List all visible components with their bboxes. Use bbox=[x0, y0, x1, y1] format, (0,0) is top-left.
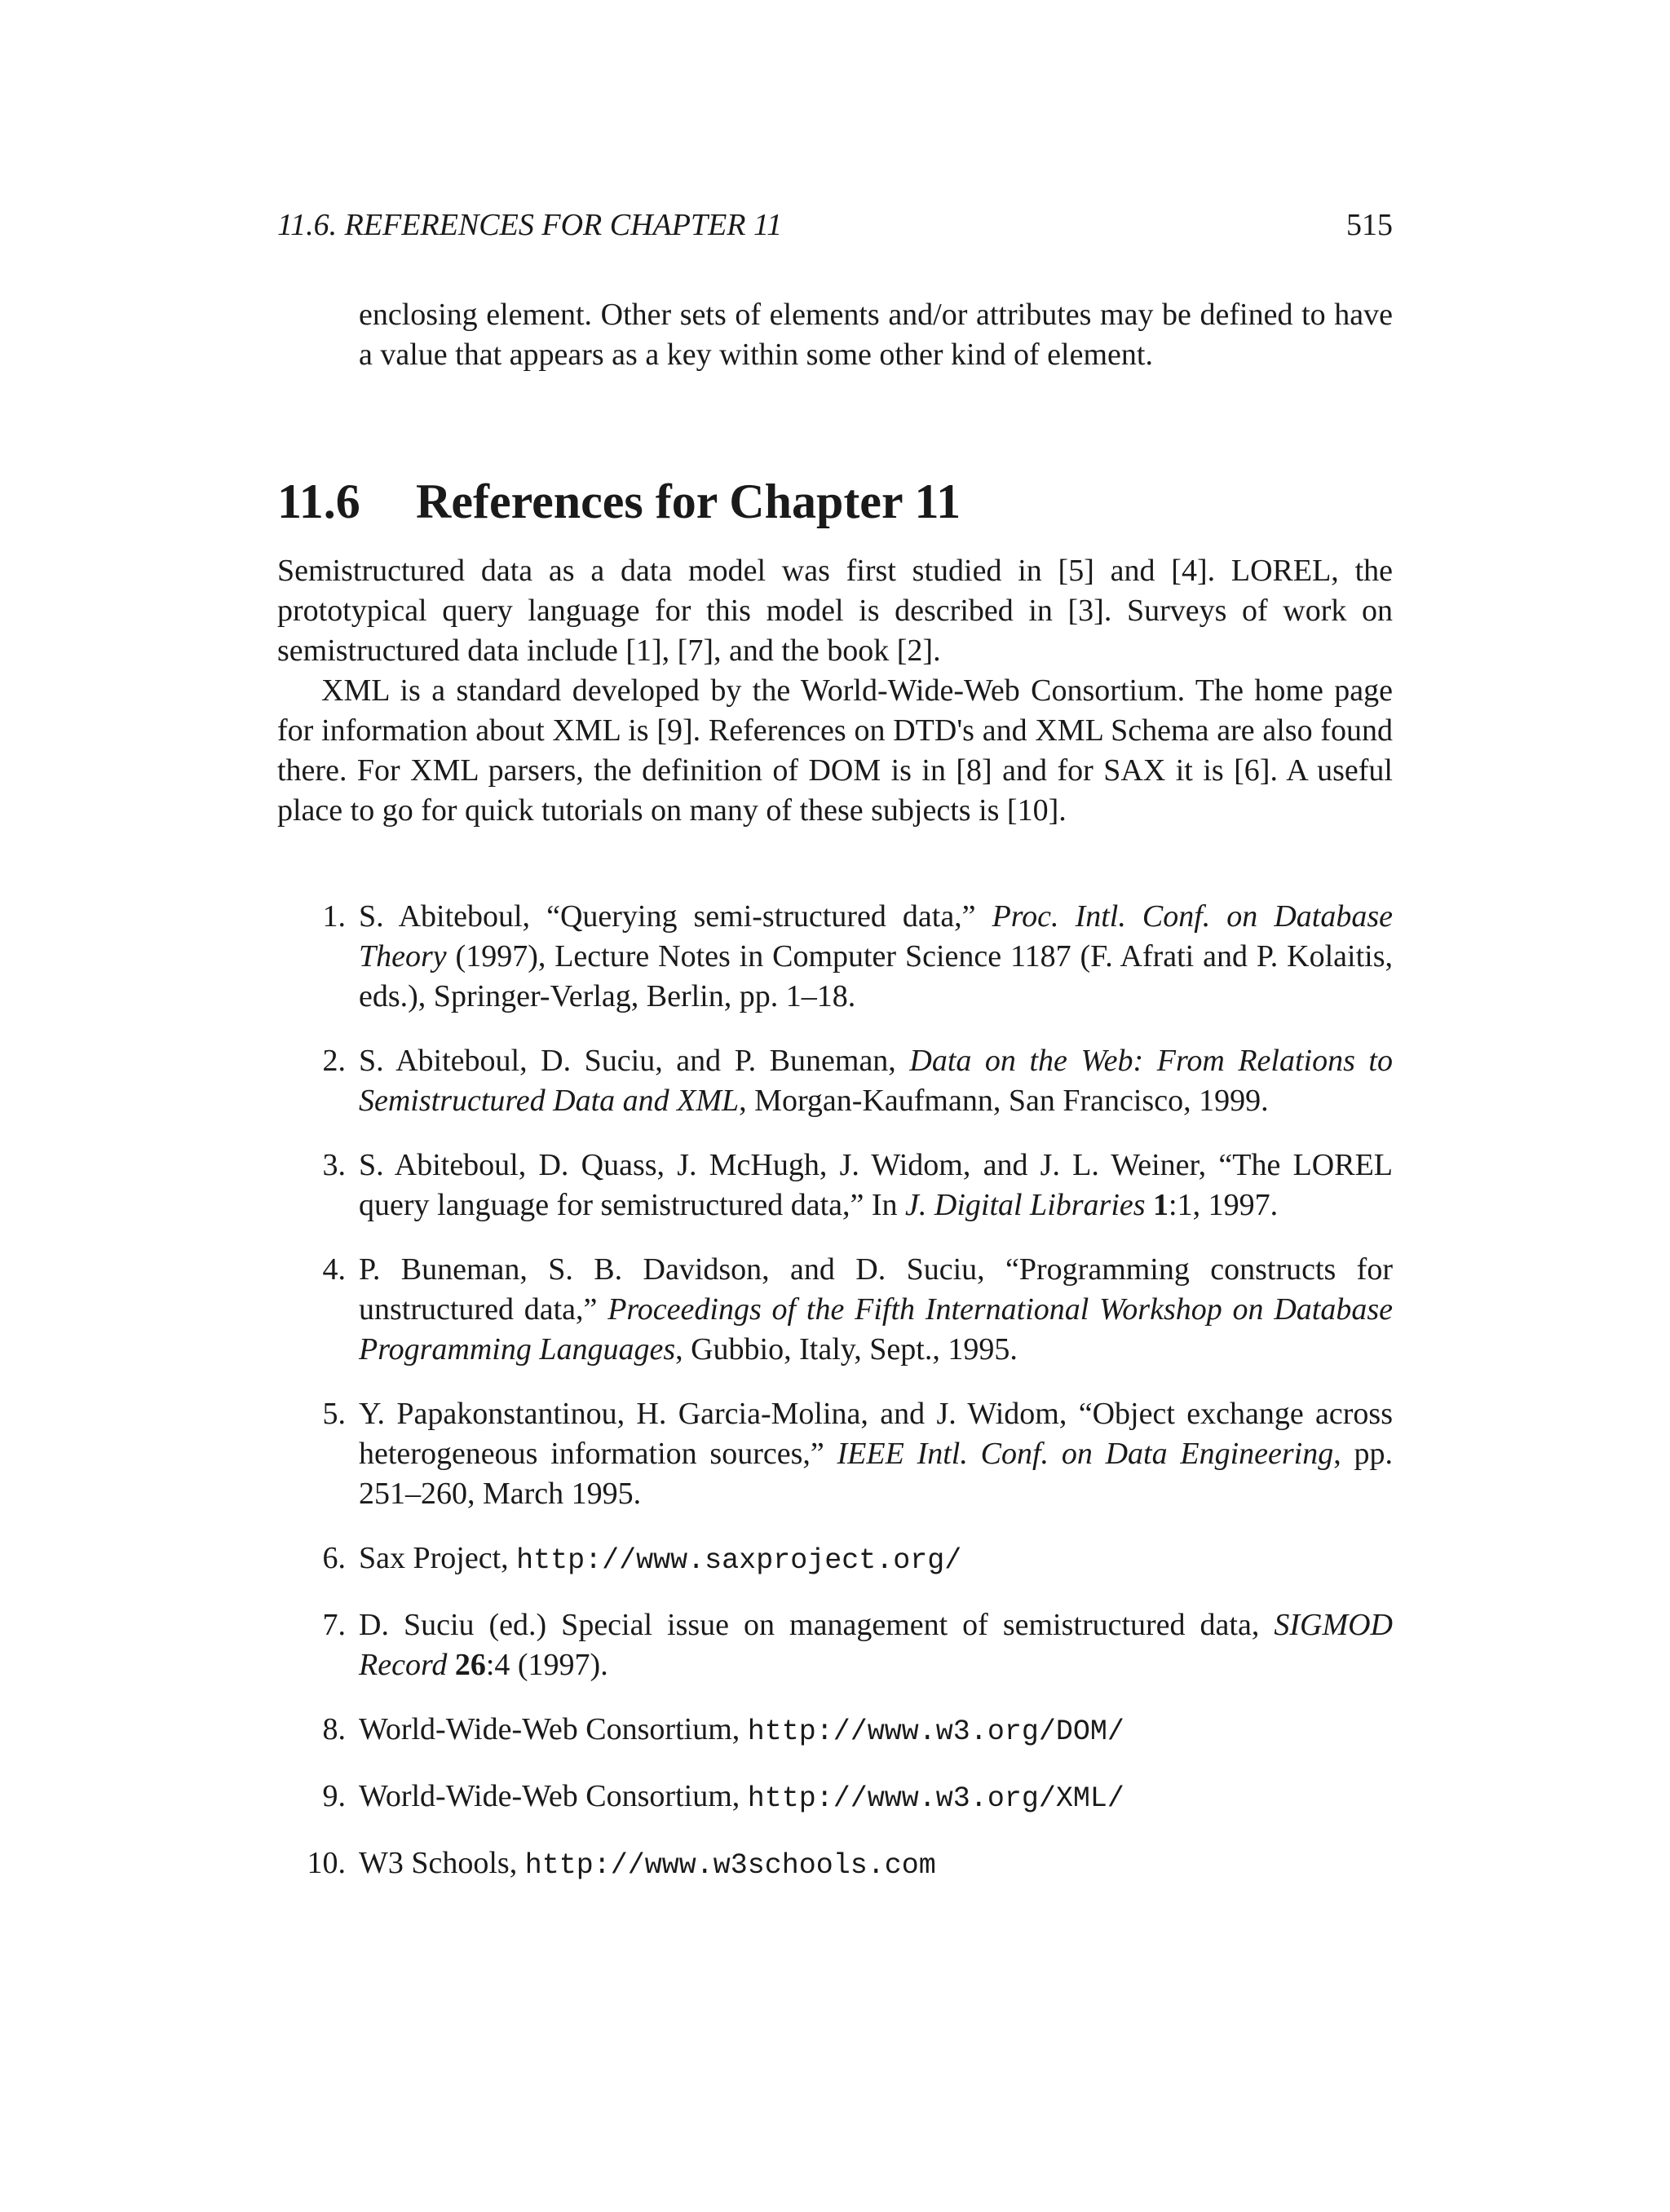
reference-authors: World-Wide-Web Consortium, bbox=[359, 1712, 748, 1746]
reference-text bbox=[359, 1250, 1393, 1370]
reference-number: 10. bbox=[307, 1846, 346, 1880]
reference-number: 6. bbox=[322, 1541, 346, 1575]
reference-text bbox=[359, 1146, 1393, 1225]
reference-number: 4. bbox=[322, 1252, 346, 1287]
paragraph-xml: XML is a standard developed by the World-Wide-Web Consortium. The home page for information about XML is [9]. References on DTD's and XML Schema are also found there. For XML parsers, the definition of DOM is in [8] and for SAX it is [6]. A useful place to go for quick tutorials on many of these subjects is [10]. bbox=[277, 673, 1393, 828]
reference-number: 3. bbox=[322, 1148, 346, 1182]
reference-number: 7. bbox=[322, 1608, 346, 1642]
reference-details: :1, 1997. bbox=[1169, 1188, 1279, 1222]
reference-text bbox=[359, 1394, 1393, 1514]
reference-item bbox=[277, 1843, 1393, 1886]
reference-authors: W3 Schools, bbox=[359, 1846, 525, 1880]
reference-text bbox=[359, 1041, 1393, 1121]
reference-authors: D. Suciu (ed.) Special issue on management of semistructured data, bbox=[359, 1608, 1275, 1642]
reference-authors: Y. Papakonstantinou, H. Garcia-Molina, and J. Widom, “Object exchange across heterogeneous information sources,” bbox=[359, 1397, 1393, 1471]
reference-text bbox=[359, 897, 1393, 1017]
section-body bbox=[277, 551, 1393, 831]
reference-list bbox=[277, 897, 1393, 1886]
reference-item bbox=[277, 1777, 1393, 1819]
reference-details: , Gubbio, Italy, Sept., 1995. bbox=[675, 1332, 1018, 1366]
reference-number: 1. bbox=[322, 899, 346, 934]
reference-item bbox=[277, 897, 1393, 1017]
reference-url[interactable]: http://www.w3.org/XML/ bbox=[747, 1782, 1124, 1815]
reference-url[interactable]: http://www.w3.org/DOM/ bbox=[747, 1715, 1124, 1748]
reference-text bbox=[359, 1605, 1393, 1685]
reference-number: 5. bbox=[322, 1397, 346, 1431]
reference-authors: S. Abiteboul, D. Quass, J. McHugh, J. Widom, and J. L. Weiner, “The LOREL query language for semistructured data,” In bbox=[359, 1148, 1393, 1222]
running-head-title: 11.6. REFERENCES FOR CHAPTER 11 bbox=[277, 208, 783, 242]
reference-authors: S. Abiteboul, “Querying semi-structured data,” bbox=[359, 899, 992, 934]
reference-number: 9. bbox=[322, 1779, 346, 1813]
reference-details: , Morgan-Kaufmann, San Francisco, 1999. bbox=[739, 1084, 1269, 1118]
reference-venue: Proc. Intl. Conf. on Database Theory bbox=[359, 899, 1393, 974]
paragraph-semistructured: Semistructured data as a data model was first studied in [5] and [4]. LOREL, the prototypical query language for this model is described in [3]. Surveys of work on semistructured data include [1], [7], and the book [2]. bbox=[277, 554, 1393, 668]
page-number: 515 bbox=[1346, 208, 1393, 242]
reference-authors: World-Wide-Web Consortium, bbox=[359, 1779, 748, 1813]
reference-item bbox=[277, 1146, 1393, 1225]
reference-url[interactable]: http://www.w3schools.com bbox=[524, 1849, 936, 1882]
reference-authors: P. Buneman, S. B. Davidson, and D. Suciu, “Programming constructs for unstructured data,” bbox=[359, 1252, 1393, 1327]
section-heading bbox=[277, 471, 1393, 532]
reference-item bbox=[277, 1041, 1393, 1121]
reference-authors: Sax Project, bbox=[359, 1541, 517, 1575]
reference-url[interactable]: http://www.saxproject.org/ bbox=[516, 1544, 962, 1577]
reference-number: 8. bbox=[322, 1712, 346, 1746]
reference-venue: SIGMOD Record bbox=[359, 1608, 1393, 1682]
reference-details: :4 (1997). bbox=[485, 1648, 608, 1682]
reference-text bbox=[359, 1777, 1393, 1819]
reference-details: , pp. 251–260, March 1995. bbox=[359, 1437, 1394, 1511]
reference-item bbox=[277, 1605, 1393, 1685]
continuation-paragraph: enclosing element. Other sets of elements and/or attributes may be defined to have a value that appears as a key within some other kind of element. bbox=[359, 298, 1393, 372]
reference-text bbox=[359, 1539, 1393, 1581]
reference-venue: Proceedings of the Fifth International Workshop on Database Programming Languages bbox=[359, 1292, 1393, 1366]
reference-item bbox=[277, 1539, 1393, 1581]
reference-volume: 26 bbox=[454, 1648, 486, 1682]
reference-volume: 1 bbox=[1153, 1188, 1169, 1222]
reference-spacer bbox=[447, 1648, 455, 1682]
reference-details: (1997), Lecture Notes in Computer Science 1187 (F. Afrati and P. Kolaitis, eds.), Springer-Verlag, Berlin, pp. 1–18. bbox=[359, 939, 1393, 1013]
reference-spacer bbox=[1146, 1188, 1154, 1222]
reference-venue: IEEE Intl. Conf. on Data Engineering bbox=[837, 1437, 1334, 1471]
reference-text bbox=[359, 1710, 1393, 1752]
reference-item bbox=[277, 1710, 1393, 1752]
reference-item bbox=[277, 1394, 1393, 1514]
reference-venue: J. Digital Libraries bbox=[905, 1188, 1146, 1222]
reference-venue: Data on the Web: From Relations to Semistructured Data and XML bbox=[359, 1044, 1393, 1118]
section-number: 11.6 bbox=[277, 475, 360, 528]
reference-text bbox=[359, 1843, 1393, 1886]
section-title: References for Chapter 11 bbox=[416, 475, 961, 528]
reference-authors: S. Abiteboul, D. Suciu, and P. Buneman, bbox=[359, 1044, 910, 1078]
reference-number: 2. bbox=[322, 1044, 346, 1078]
reference-item bbox=[277, 1250, 1393, 1370]
